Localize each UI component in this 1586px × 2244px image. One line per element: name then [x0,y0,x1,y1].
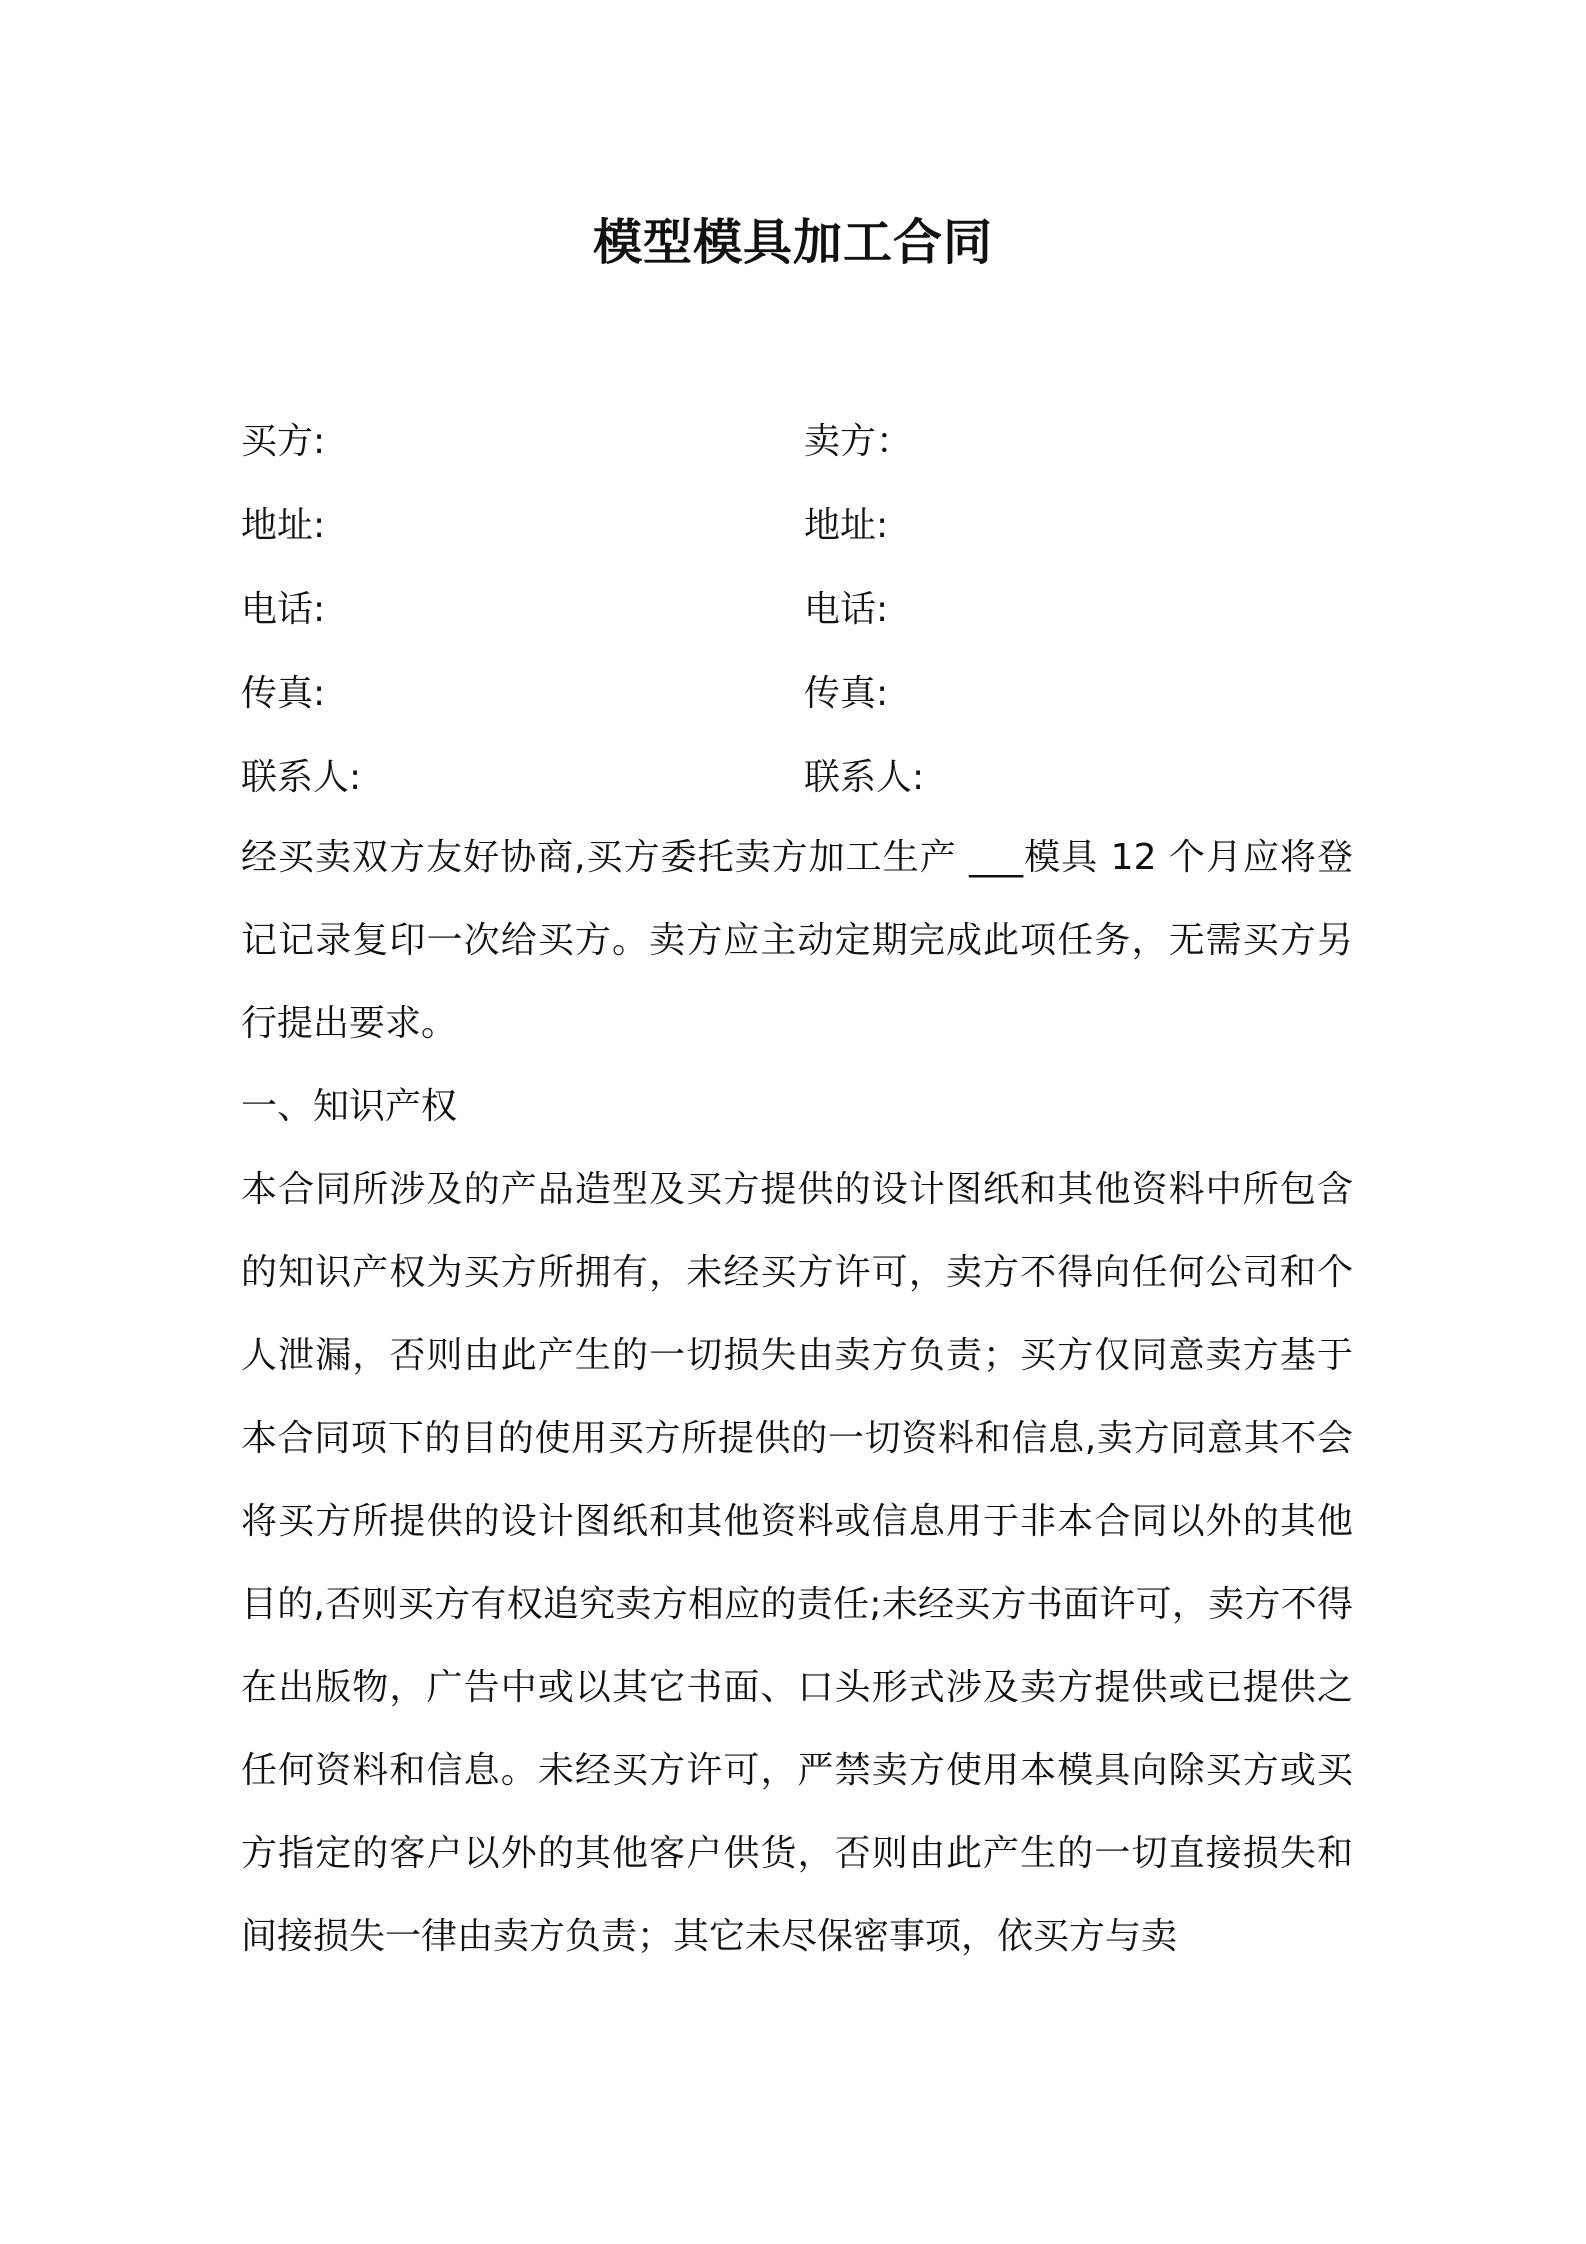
seller-label: 卖方： [804,421,913,462]
section-body-ip: 本合同所涉及的产品造型及买方提供的设计图纸和其他资料中所包含的知识产权为买方所拥有，未经买方许可，卖方不得向任何公司和个人泄漏，否则由此产生的一切损失由卖方负责；买方仅同意卖方基于本合同项下的目的使用买方所提供的一切资料和信息,卖方同意其不会将买方所提供的设计图纸和其他资料或信息用于非本合同以外的其他目的,否则买方有权追究卖方相应的责任;未经买方书面许可，卖方不得在出版物，广告中或以其它书面、口头形式涉及卖方提供或已提供之任何资料和信息。未经买方许可，严禁卖方使用本模具向除买方或买方指定的客户以外的其他客户供货，否则由此产生的一切直接损失和间接损失一律由卖方负责；其它未尽保密事项，依买方与卖 [241,1169,1353,1957]
document-title: 模型模具加工合同 [592,214,993,271]
buyer-fax-label: 传真: [241,673,326,714]
section-heading-ip: 一、知识产权 [241,1086,458,1127]
party-row-contact [241,736,1351,820]
buyer-address-label: 地址: [241,505,326,546]
buyer-contact-label: 联系人: [241,757,362,798]
party-row-fax [241,652,1351,736]
contract-body [241,816,1353,1978]
party-row-buyer-seller [241,400,1351,484]
party-row-address [241,484,1351,568]
seller-contact-label: 联系人: [804,757,925,798]
party-info-block [241,400,1351,820]
intro-paragraph: 经买卖双方友好协商,买方委托卖方加工生产 ___模具 12 个月应将登记记录复印一次给买方。卖方应主动定期完成此项任务，无需买方另行提出要求。 [241,837,1353,1044]
seller-fax-label: 传真: [804,673,889,714]
party-row-phone [241,568,1351,652]
seller-address-label: 地址: [804,505,889,546]
seller-phone-label: 电话: [804,589,889,630]
buyer-phone-label: 电话: [241,589,326,630]
buyer-label: 买方: [241,421,326,462]
